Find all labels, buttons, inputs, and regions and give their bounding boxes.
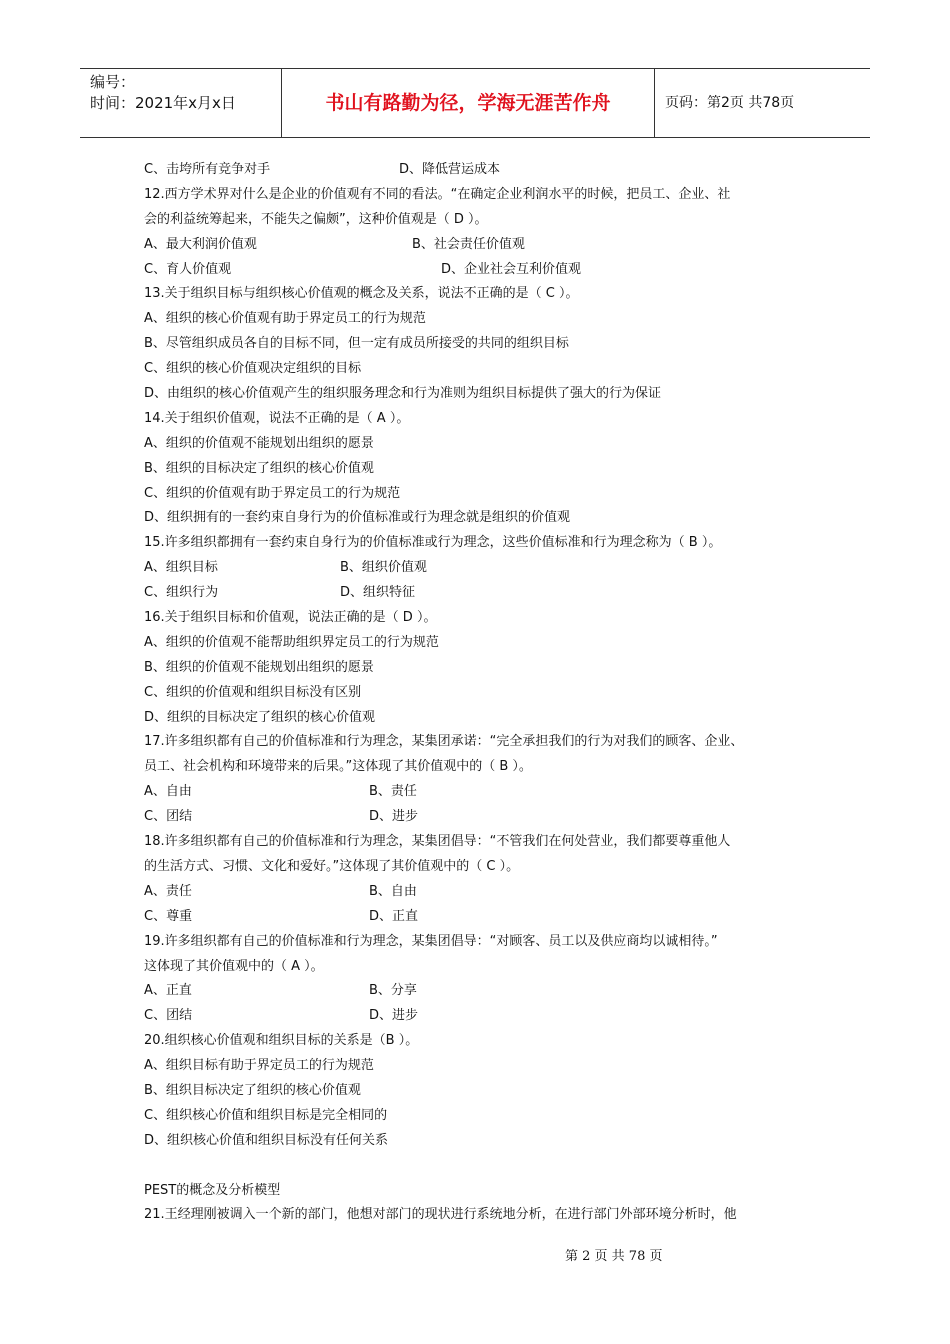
text-line: [144, 1179, 824, 1204]
doc-time-label: 时间：2021年x月x日: [90, 94, 236, 112]
line-text: 14.关于组织价值观，说法不正确的是（ A ）。: [144, 410, 410, 426]
line-text: D、组织拥有的一套约束自身行为的价值标准或行为理念就是组织的价值观: [144, 510, 571, 526]
option-text: D、组织特征: [340, 585, 416, 601]
text-line: [144, 1079, 824, 1104]
text-line: [144, 1029, 824, 1054]
text-line: [144, 606, 824, 631]
option-text: B、分享: [369, 983, 417, 999]
line-text: A、自由: [144, 784, 192, 800]
doc-number-label: 编号：: [90, 73, 136, 91]
text-line: [144, 681, 824, 706]
line-text: C、组织的价值观有助于界定员工的行为规范: [144, 485, 401, 501]
text-line: [144, 457, 824, 482]
line-text: A、组织的核心价值观有助于界定员工的行为规范: [144, 311, 426, 327]
line-text: 18.许多组织都有自己的价值标准和行为理念，某集团倡导：“不管我们在何处营业，我们都要尊重他人: [144, 834, 731, 850]
line-text: 21.王经理刚被调入一个新的部门，他想对部门的现状进行系统地分析，在进行部门外部环境分析时，他: [144, 1207, 737, 1223]
text-line: [144, 332, 824, 357]
text-line: [144, 1104, 824, 1129]
question-body: [144, 158, 824, 1228]
option-text: B、组织价值观: [340, 560, 427, 576]
line-text: A、组织的价值观不能规划出组织的愿景: [144, 435, 374, 451]
option-text: B、社会责任价值观: [412, 236, 525, 252]
option-text: D、进步: [369, 809, 419, 825]
line-text: 20.组织核心价值观和组织目标的关系是（B ）。: [144, 1033, 419, 1049]
text-line: [144, 656, 824, 681]
line-text: 这体现了其价值观中的（ A ）。: [144, 958, 324, 974]
line-text: 会的利益统筹起来，不能失之偏颇”，这种价值观是（ D ）。: [144, 211, 488, 227]
text-line: [144, 407, 824, 432]
header-page-info: 页码：第2页 共78页: [665, 95, 795, 111]
text-line: [144, 730, 824, 755]
text-line: [144, 1154, 824, 1179]
text-line: [144, 1203, 824, 1228]
line-text: A、正直: [144, 983, 192, 999]
option-text: B、自由: [369, 883, 417, 899]
header-meta: [80, 69, 282, 137]
text-line: [144, 1054, 824, 1079]
line-text: A、组织目标: [144, 560, 218, 576]
line-text: C、育人价值观: [144, 261, 232, 277]
text-line: [144, 1129, 824, 1154]
line-text: A、组织目标有助于界定员工的行为规范: [144, 1058, 374, 1074]
line-text: D、由组织的核心价值观产生的组织服务理念和行为准则为组织目标提供了强大的行为保证: [144, 386, 662, 402]
line-text: D、组织的目标决定了组织的核心价值观: [144, 709, 376, 725]
line-text: A、责任: [144, 883, 192, 899]
text-line: [144, 780, 824, 805]
line-text: 12.西方学术界对什么是企业的价值观有不同的看法。“在确定企业利润水平的时候，把员工、企业、社: [144, 186, 731, 202]
line-text: C、团结: [144, 1008, 193, 1024]
line-text: B、组织目标决定了组织的核心价值观: [144, 1082, 361, 1098]
text-line: [144, 556, 824, 581]
line-text: 15.许多组织都拥有一套约束自身行为的价值标准或行为理念，这些价值标准和行为理念称为（ B ）。: [144, 535, 722, 551]
line-text: A、组织的价值观不能帮助组织界定员工的行为规范: [144, 634, 439, 650]
text-line: [144, 979, 824, 1004]
text-line: [144, 208, 824, 233]
text-line: [144, 382, 824, 407]
header-motto: 书山有路勤为径，学海无涯苦作舟: [282, 69, 655, 137]
option-text: D、正直: [369, 908, 419, 924]
text-line: [144, 830, 824, 855]
page-header: [80, 68, 870, 138]
line-text: B、尽管组织成员各自的目标不同，但一定有成员所接受的共同的组织目标: [144, 336, 569, 352]
text-line: [144, 905, 824, 930]
line-text: A、最大利润价值观: [144, 236, 257, 252]
text-line: [144, 307, 824, 332]
line-text: C、击垮所有竞争对手: [144, 162, 271, 177]
line-text: 13.关于组织目标与组织核心价值观的概念及关系，说法不正确的是（ C ）。: [144, 286, 579, 302]
line-text: B、组织的价值观不能规划出组织的愿景: [144, 659, 374, 675]
text-line: [144, 581, 824, 606]
option-text: D、企业社会互利价值观: [441, 261, 582, 277]
text-line: [144, 855, 824, 880]
option-text: D、降低营运成本: [399, 162, 501, 177]
text-line: [144, 432, 824, 457]
text-line: [144, 258, 824, 283]
text-line: [144, 233, 824, 258]
text-line: [144, 880, 824, 905]
text-line: [144, 706, 824, 731]
line-text: C、组织的核心价值观决定组织的目标: [144, 361, 362, 377]
text-line: [144, 1004, 824, 1029]
text-line: [144, 158, 824, 183]
text-line: [144, 282, 824, 307]
line-text: 19.许多组织都有自己的价值标准和行为理念，某集团倡导：“对顾客、员工以及供应商均以诚相待。”: [144, 933, 718, 949]
line-text: C、组织的价值观和组织目标没有区别: [144, 684, 362, 700]
text-line: [144, 506, 824, 531]
line-text: 员工、社会机构和环境带来的后果。”这体现了其价值观中的（ B ）。: [144, 759, 532, 775]
line-text: B、组织的目标决定了组织的核心价值观: [144, 460, 374, 476]
line-text: C、组织核心价值和组织目标是完全相同的: [144, 1107, 388, 1123]
line-text: 16.关于组织目标和价值观，说法正确的是（ D ）。: [144, 610, 437, 626]
text-line: [144, 183, 824, 208]
text-line: [144, 482, 824, 507]
text-line: [144, 631, 824, 656]
line-text: C、组织行为: [144, 585, 219, 601]
line-text: 17.许多组织都有自己的价值标准和行为理念，某集团承诺：“完全承担我们的行为对我们的顾客、企业、: [144, 734, 744, 750]
line-text: C、尊重: [144, 908, 193, 924]
text-line: [144, 955, 824, 980]
line-text: 的生活方式、习惯、文化和爱好。”这体现了其价值观中的（ C ）。: [144, 858, 520, 874]
text-line: [144, 805, 824, 830]
option-text: B、责任: [369, 784, 417, 800]
text-line: [144, 930, 824, 955]
text-line: [144, 531, 824, 556]
line-text: C、团结: [144, 809, 193, 825]
page-footer: 第 2 页 共 78 页: [565, 1249, 663, 1264]
line-text: D、组织核心价值和组织目标没有任何关系: [144, 1132, 389, 1148]
text-line: [144, 755, 824, 780]
option-text: D、进步: [369, 1008, 419, 1024]
text-line: [144, 357, 824, 382]
line-text: PEST的概念及分析模型: [144, 1182, 281, 1198]
